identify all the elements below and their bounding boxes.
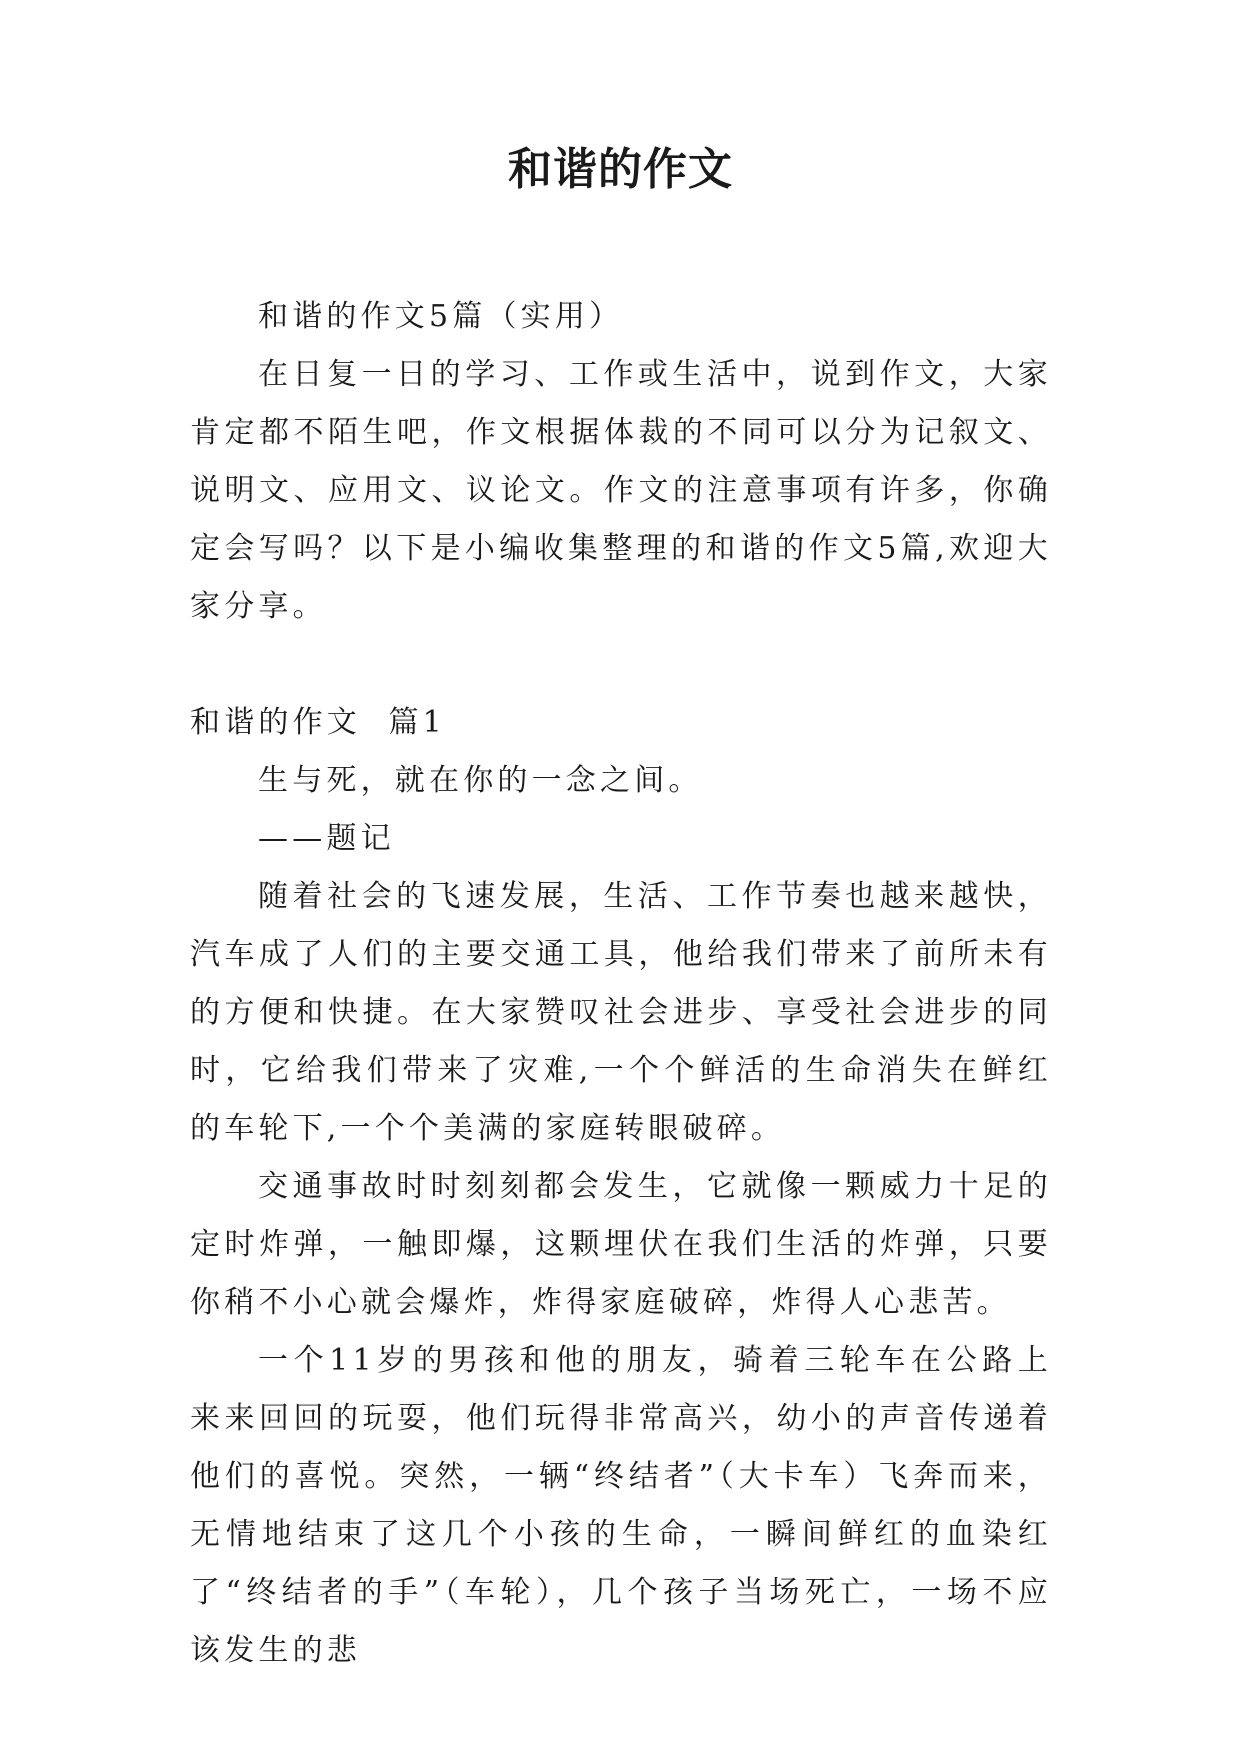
- subtitle: 和谐的作文5篇（实用）: [258, 299, 624, 334]
- paragraph: ——题记: [258, 821, 395, 856]
- section-spacer: [190, 636, 1052, 694]
- document-body: [190, 288, 1052, 1680]
- paragraph: 生与死，就在你的一念之间。: [258, 763, 703, 798]
- section-heading: 和谐的作文 篇1: [190, 705, 446, 740]
- page-title: 和谐的作文: [508, 144, 733, 195]
- paragraph: 交通事故时时刻刻都会发生，它就像一颗威力十足的定时炸弹，一触即爆，这颗埋伏在我们生活的炸弹，只要你稍不小心就会爆炸，炸得家庭破碎，炸得人心悲苦。: [190, 1169, 1052, 1320]
- paragraph: 随着社会的飞速发展，生活、工作节奏也越来越快，汽车成了人们的主要交通工具，他给我们带来了前所未有的方便和快捷。在大家赞叹社会进步、享受社会进步的同时，它给我们带来了灾难,一个个鲜活的生命消失在鲜红的车轮下,一个个美满的家庭转眼破碎。: [190, 879, 1052, 1146]
- intro-paragraph: 在日复一日的学习、工作或生活中，说到作文，大家肯定都不陌生吧，作文根据体裁的不同可以分为记叙文、说明文、应用文、议论文。作文的注意事项有许多，你确定会写吗？以下是小编收集整理的和谐的作文5篇,欢迎大家分享。: [190, 357, 1052, 624]
- paragraph: 一个11岁的男孩和他的朋友，骑着三轮车在公路上来来回回的玩耍，他们玩得非常高兴，幼小的声音传递着他们的喜悦。突然，一辆“终结者”（大卡车）飞奔而来，无情地结束了这几个小孩的生命，一瞬间鲜红的血染红了“终结者的手”（车轮），几个孩子当场死亡，一场不应该发生的悲: [190, 1343, 1052, 1668]
